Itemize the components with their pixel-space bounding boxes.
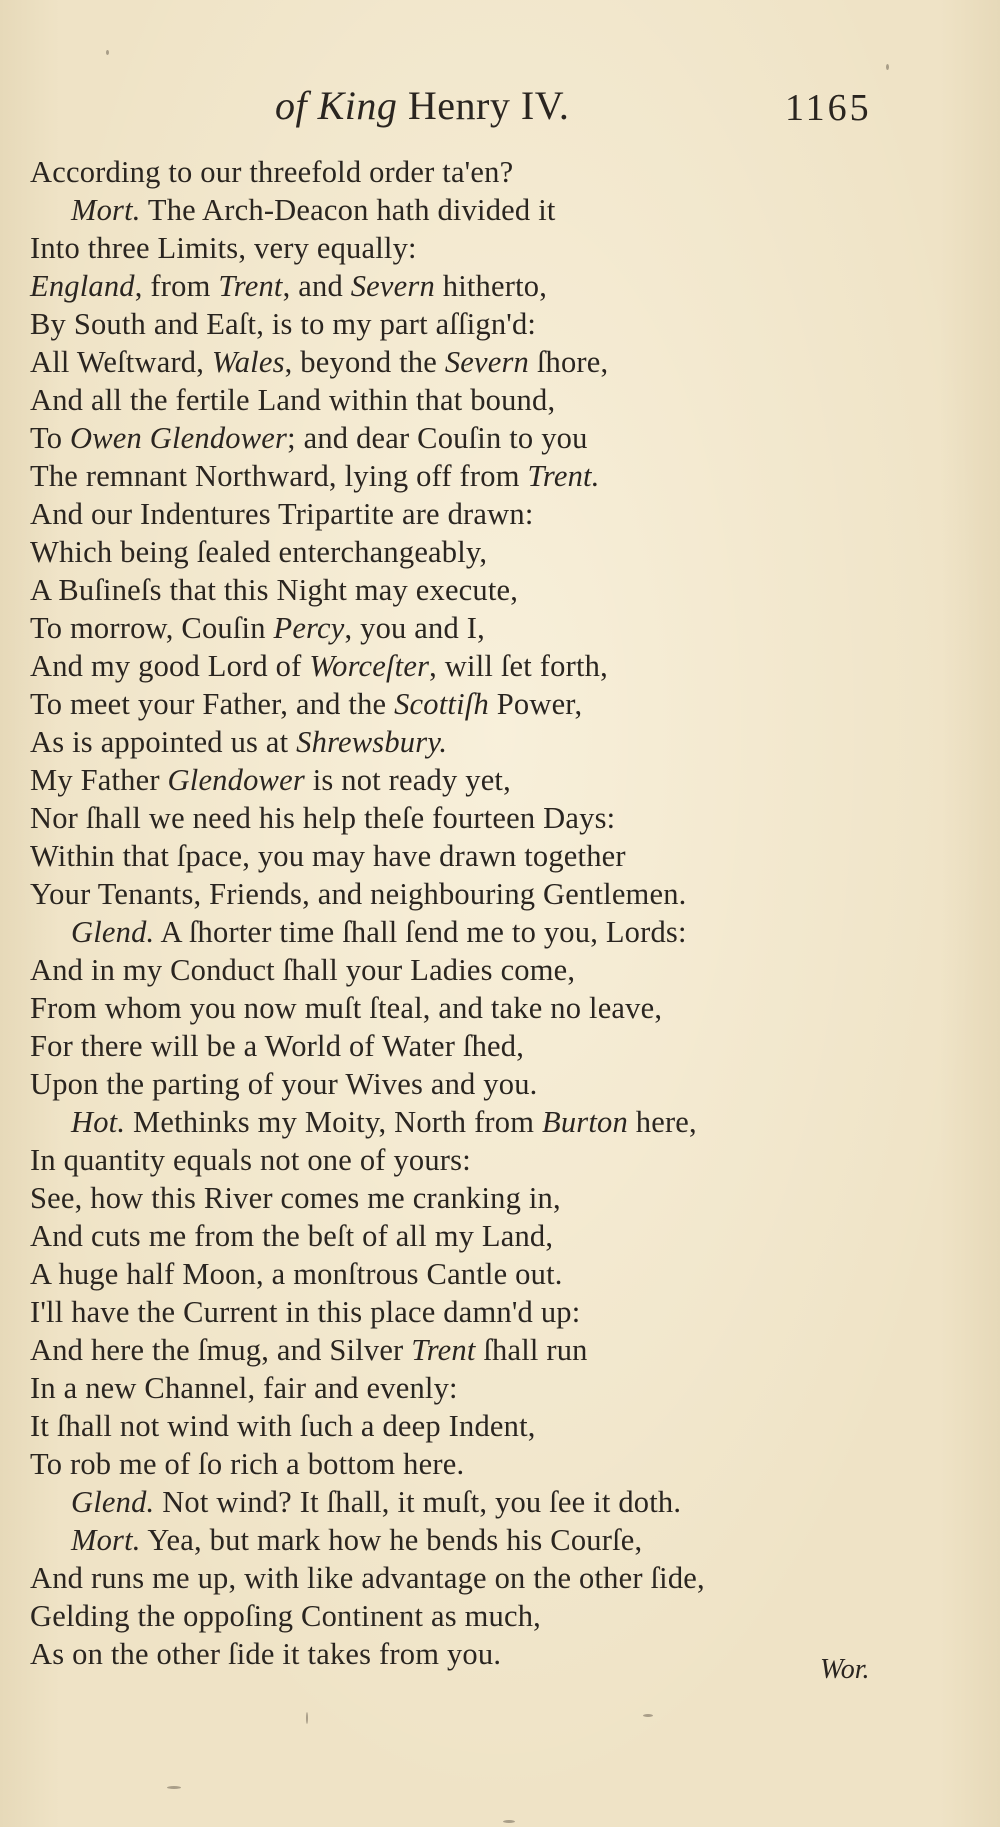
roman-text: , you and I, — [344, 611, 485, 645]
text-line — [30, 1407, 950, 1445]
text-line — [30, 419, 950, 457]
page-number: 1165 — [785, 87, 872, 129]
roman-text: , beyond the — [284, 345, 445, 379]
roman-text: To morrow, Couſin — [30, 611, 274, 645]
roman-text: Into three Limits, very equally: — [30, 231, 417, 265]
text-line — [30, 1597, 950, 1635]
roman-text: Yea, but mark how he bends his Courſe, — [140, 1523, 643, 1557]
text-line — [30, 837, 950, 875]
roman-text: See, how this River comes me cranking in, — [30, 1181, 561, 1215]
italic-text: Hot. — [71, 1105, 126, 1139]
catchword: Wor. — [820, 1654, 870, 1685]
text-line — [30, 1179, 950, 1217]
italic-text: Glendower — [167, 763, 305, 797]
text-line — [30, 1445, 950, 1483]
roman-text: For there will be a World of Water ſhed, — [30, 1029, 525, 1063]
roman-text: , will ſet forth, — [429, 649, 608, 683]
text-line — [30, 989, 950, 1027]
roman-text: From whom you now muſt ſteal, and take no leave, — [30, 991, 663, 1025]
italic-text: England — [30, 269, 135, 303]
italic-text: Trent — [411, 1333, 476, 1367]
text-line — [30, 609, 950, 647]
text-line — [30, 1217, 950, 1255]
roman-text: A huge half Moon, a monſtrous Cantle out. — [30, 1257, 563, 1291]
roman-text: A Buſineſs that this Night may execute, — [30, 573, 519, 607]
roman-text: The remnant Northward, lying off from — [30, 459, 528, 493]
italic-text: Severn — [444, 345, 529, 379]
paper-speck — [106, 50, 109, 55]
paper-speck — [643, 1714, 653, 1717]
roman-text: hitherto, — [434, 269, 548, 303]
italic-text: Shrewsbury. — [296, 725, 448, 759]
text-line — [30, 495, 950, 533]
roman-text: And here the ſmug, and Silver — [30, 1333, 412, 1367]
text-line — [30, 381, 950, 419]
text-line — [30, 571, 950, 609]
roman-text: Power, — [488, 687, 583, 721]
roman-text: And our Indentures Tripartite are drawn: — [30, 497, 534, 531]
italic-text: Severn — [350, 269, 435, 303]
roman-text: ſhall run — [475, 1333, 588, 1367]
roman-text: is not ready yet, — [304, 763, 511, 797]
italic-text: Trent — [218, 269, 283, 303]
text-line — [30, 267, 950, 305]
paper-speck — [886, 64, 889, 70]
roman-text: A ſhorter time ſhall ſend me to you, Lords: — [154, 915, 687, 949]
roman-text: , from — [134, 269, 219, 303]
roman-text: It ſhall not wind with ſuch a deep Indent, — [30, 1409, 536, 1443]
roman-text: , and — [282, 269, 351, 303]
text-line — [30, 533, 950, 571]
text-line — [30, 647, 950, 685]
text-line — [30, 799, 950, 837]
roman-text: In a new Channel, fair and evenly: — [30, 1371, 458, 1405]
running-header — [0, 82, 1000, 142]
text-line — [30, 305, 950, 343]
roman-text: I'll have the Current in this place damn'd up: — [30, 1295, 581, 1329]
running-title-main: Henry IV. — [407, 83, 570, 128]
italic-text: Mort. — [71, 193, 141, 227]
roman-text: And all the fertile Land within that bound, — [30, 383, 556, 417]
roman-text: To meet your Father, and the — [30, 687, 395, 721]
text-line — [30, 875, 950, 913]
text-line — [30, 685, 950, 723]
roman-text: Not wind? It ſhall, it muſt, you ſee it doth. — [154, 1485, 682, 1519]
italic-text: Worceſter — [309, 649, 430, 683]
text-line — [30, 1483, 950, 1521]
roman-text: My Father — [30, 763, 168, 797]
roman-text: Gelding the oppoſing Continent as much, — [30, 1599, 541, 1633]
text-line — [30, 723, 950, 761]
text-line — [30, 343, 950, 381]
text-line — [30, 457, 950, 495]
italic-text: Glend. — [71, 915, 155, 949]
text-line — [30, 1559, 950, 1597]
roman-text: According to our threefold order ta'en? — [30, 155, 514, 189]
roman-text: Within that ſpace, you may have drawn together — [30, 839, 626, 873]
roman-text: The Arch-Deacon hath divided it — [140, 193, 556, 227]
text-line — [30, 913, 950, 951]
text-line — [30, 191, 950, 229]
italic-text: Scottiſh — [394, 687, 489, 721]
roman-text: To — [30, 421, 70, 455]
roman-text: ; and dear Couſin to you — [287, 421, 588, 455]
verse-text — [30, 153, 950, 1673]
text-line — [30, 1635, 950, 1673]
text-line — [30, 1521, 950, 1559]
roman-text: As on the other ſide it takes from you. — [30, 1637, 502, 1671]
roman-text: Your Tenants, Friends, and neighbouring Gentlemen. — [30, 877, 687, 911]
running-title-prefix: of King — [275, 83, 398, 128]
roman-text: Which being ſealed enterchangeably, — [30, 535, 488, 569]
roman-text: And cuts me from the beſt of all my Land, — [30, 1219, 554, 1253]
running-title — [275, 82, 569, 129]
text-line — [30, 1027, 950, 1065]
italic-text: Trent. — [527, 459, 600, 493]
text-line — [30, 1331, 950, 1369]
text-line — [30, 1293, 950, 1331]
italic-text: Owen Glendower — [69, 421, 288, 455]
roman-text: Upon the parting of your Wives and you. — [30, 1067, 538, 1101]
roman-text: here, — [627, 1105, 697, 1139]
paper-speck — [503, 1820, 515, 1823]
italic-text: Glend. — [71, 1485, 155, 1519]
text-line — [30, 1103, 950, 1141]
roman-text: And in my Conduct ſhall your Ladies come, — [30, 953, 576, 987]
roman-text: Methinks my Moity, North from — [125, 1105, 542, 1139]
roman-text: ſhore, — [529, 345, 609, 379]
roman-text: And my good Lord of — [30, 649, 310, 683]
roman-text: In quantity equals not one of yours: — [30, 1143, 471, 1177]
text-line — [30, 229, 950, 267]
text-line — [30, 153, 950, 191]
roman-text: And runs me up, with like advantage on the other ſide, — [30, 1561, 705, 1595]
italic-text: Wales — [211, 345, 285, 379]
text-line — [30, 761, 950, 799]
text-line — [30, 1065, 950, 1103]
paper-speck — [167, 1786, 181, 1789]
roman-text: Nor ſhall we need his help theſe fourteen Days: — [30, 801, 616, 835]
italic-text: Mort. — [71, 1523, 141, 1557]
italic-text: Burton — [542, 1105, 628, 1139]
roman-text: To rob me of ſo rich a bottom here. — [30, 1447, 465, 1481]
paper-speck — [306, 1712, 308, 1724]
text-line — [30, 951, 950, 989]
roman-text: All Weſtward, — [30, 345, 212, 379]
italic-text: Percy — [273, 611, 345, 645]
text-line — [30, 1141, 950, 1179]
roman-text: As is appointed us at — [30, 725, 297, 759]
roman-text: By South and Eaſt, is to my part aſſign'd: — [30, 307, 537, 341]
text-line — [30, 1255, 950, 1293]
text-line — [30, 1369, 950, 1407]
